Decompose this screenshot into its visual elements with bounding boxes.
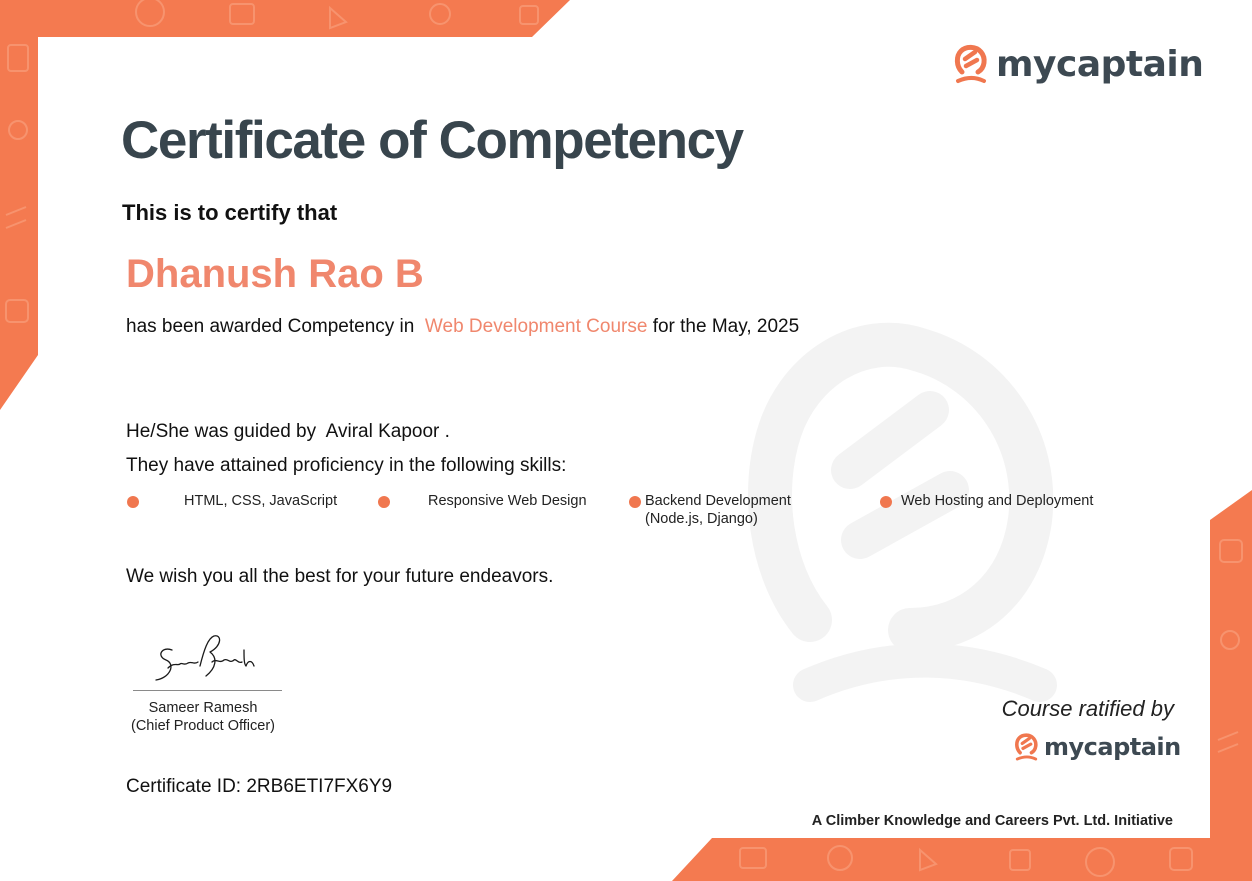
skills-intro: They have attained proficiency in the following skills:	[126, 455, 567, 476]
skill-item	[645, 492, 791, 528]
hand-wave-icon	[1013, 731, 1040, 763]
handwritten-signature	[150, 628, 260, 690]
skill-item	[184, 492, 337, 510]
award-prefix: has been awarded Competency in	[126, 316, 415, 337]
ratified-by-label: Course ratified by	[1001, 696, 1174, 721]
logo-wordmark: mycaptain	[1044, 733, 1181, 761]
certify-intro: This is to certify that	[122, 200, 338, 225]
guided-statement	[126, 421, 450, 443]
hand-wave-icon	[952, 42, 990, 86]
initiative-footer: A Climber Knowledge and Careers Pvt. Ltd. Initiative	[811, 813, 1173, 829]
award-statement	[126, 316, 799, 338]
skill-label: Web Hosting and Deployment	[901, 493, 1094, 509]
skill-bullet	[378, 496, 390, 508]
mycaptain-logo-bottom	[1013, 731, 1181, 763]
logo-wordmark: mycaptain	[996, 43, 1204, 85]
signer-name: Sameer Ramesh	[148, 700, 258, 716]
certificate-title: Certificate of Competency	[121, 111, 743, 170]
award-suffix: for the May, 2025	[652, 316, 800, 337]
certificate-id: Certificate ID: 2RB6ETI7FX6Y9	[126, 776, 393, 797]
guided-prefix: He/She was guided by	[126, 421, 317, 442]
recipient-name: Dhanush Rao B	[126, 252, 424, 296]
signature-line	[133, 690, 282, 691]
course-name: Web Development Course	[424, 316, 648, 337]
closing-wish: We wish you all the best for your future endeavors.	[126, 566, 554, 587]
skill-label: Responsive Web Design	[428, 493, 587, 509]
skill-bullet	[127, 496, 139, 508]
skill-item	[428, 492, 587, 510]
mentor-name: Aviral Kapoor .	[325, 421, 450, 442]
signer-role: (Chief Product Officer)	[131, 718, 275, 734]
skill-bullet	[880, 496, 892, 508]
skill-item	[901, 492, 1093, 510]
mycaptain-logo-top	[952, 42, 1203, 86]
skill-bullet	[629, 496, 641, 508]
skill-label: HTML, CSS, JavaScript	[184, 493, 338, 509]
skill-sublabel: (Node.js, Django)	[645, 511, 758, 527]
skill-label: Backend Development	[645, 493, 791, 509]
